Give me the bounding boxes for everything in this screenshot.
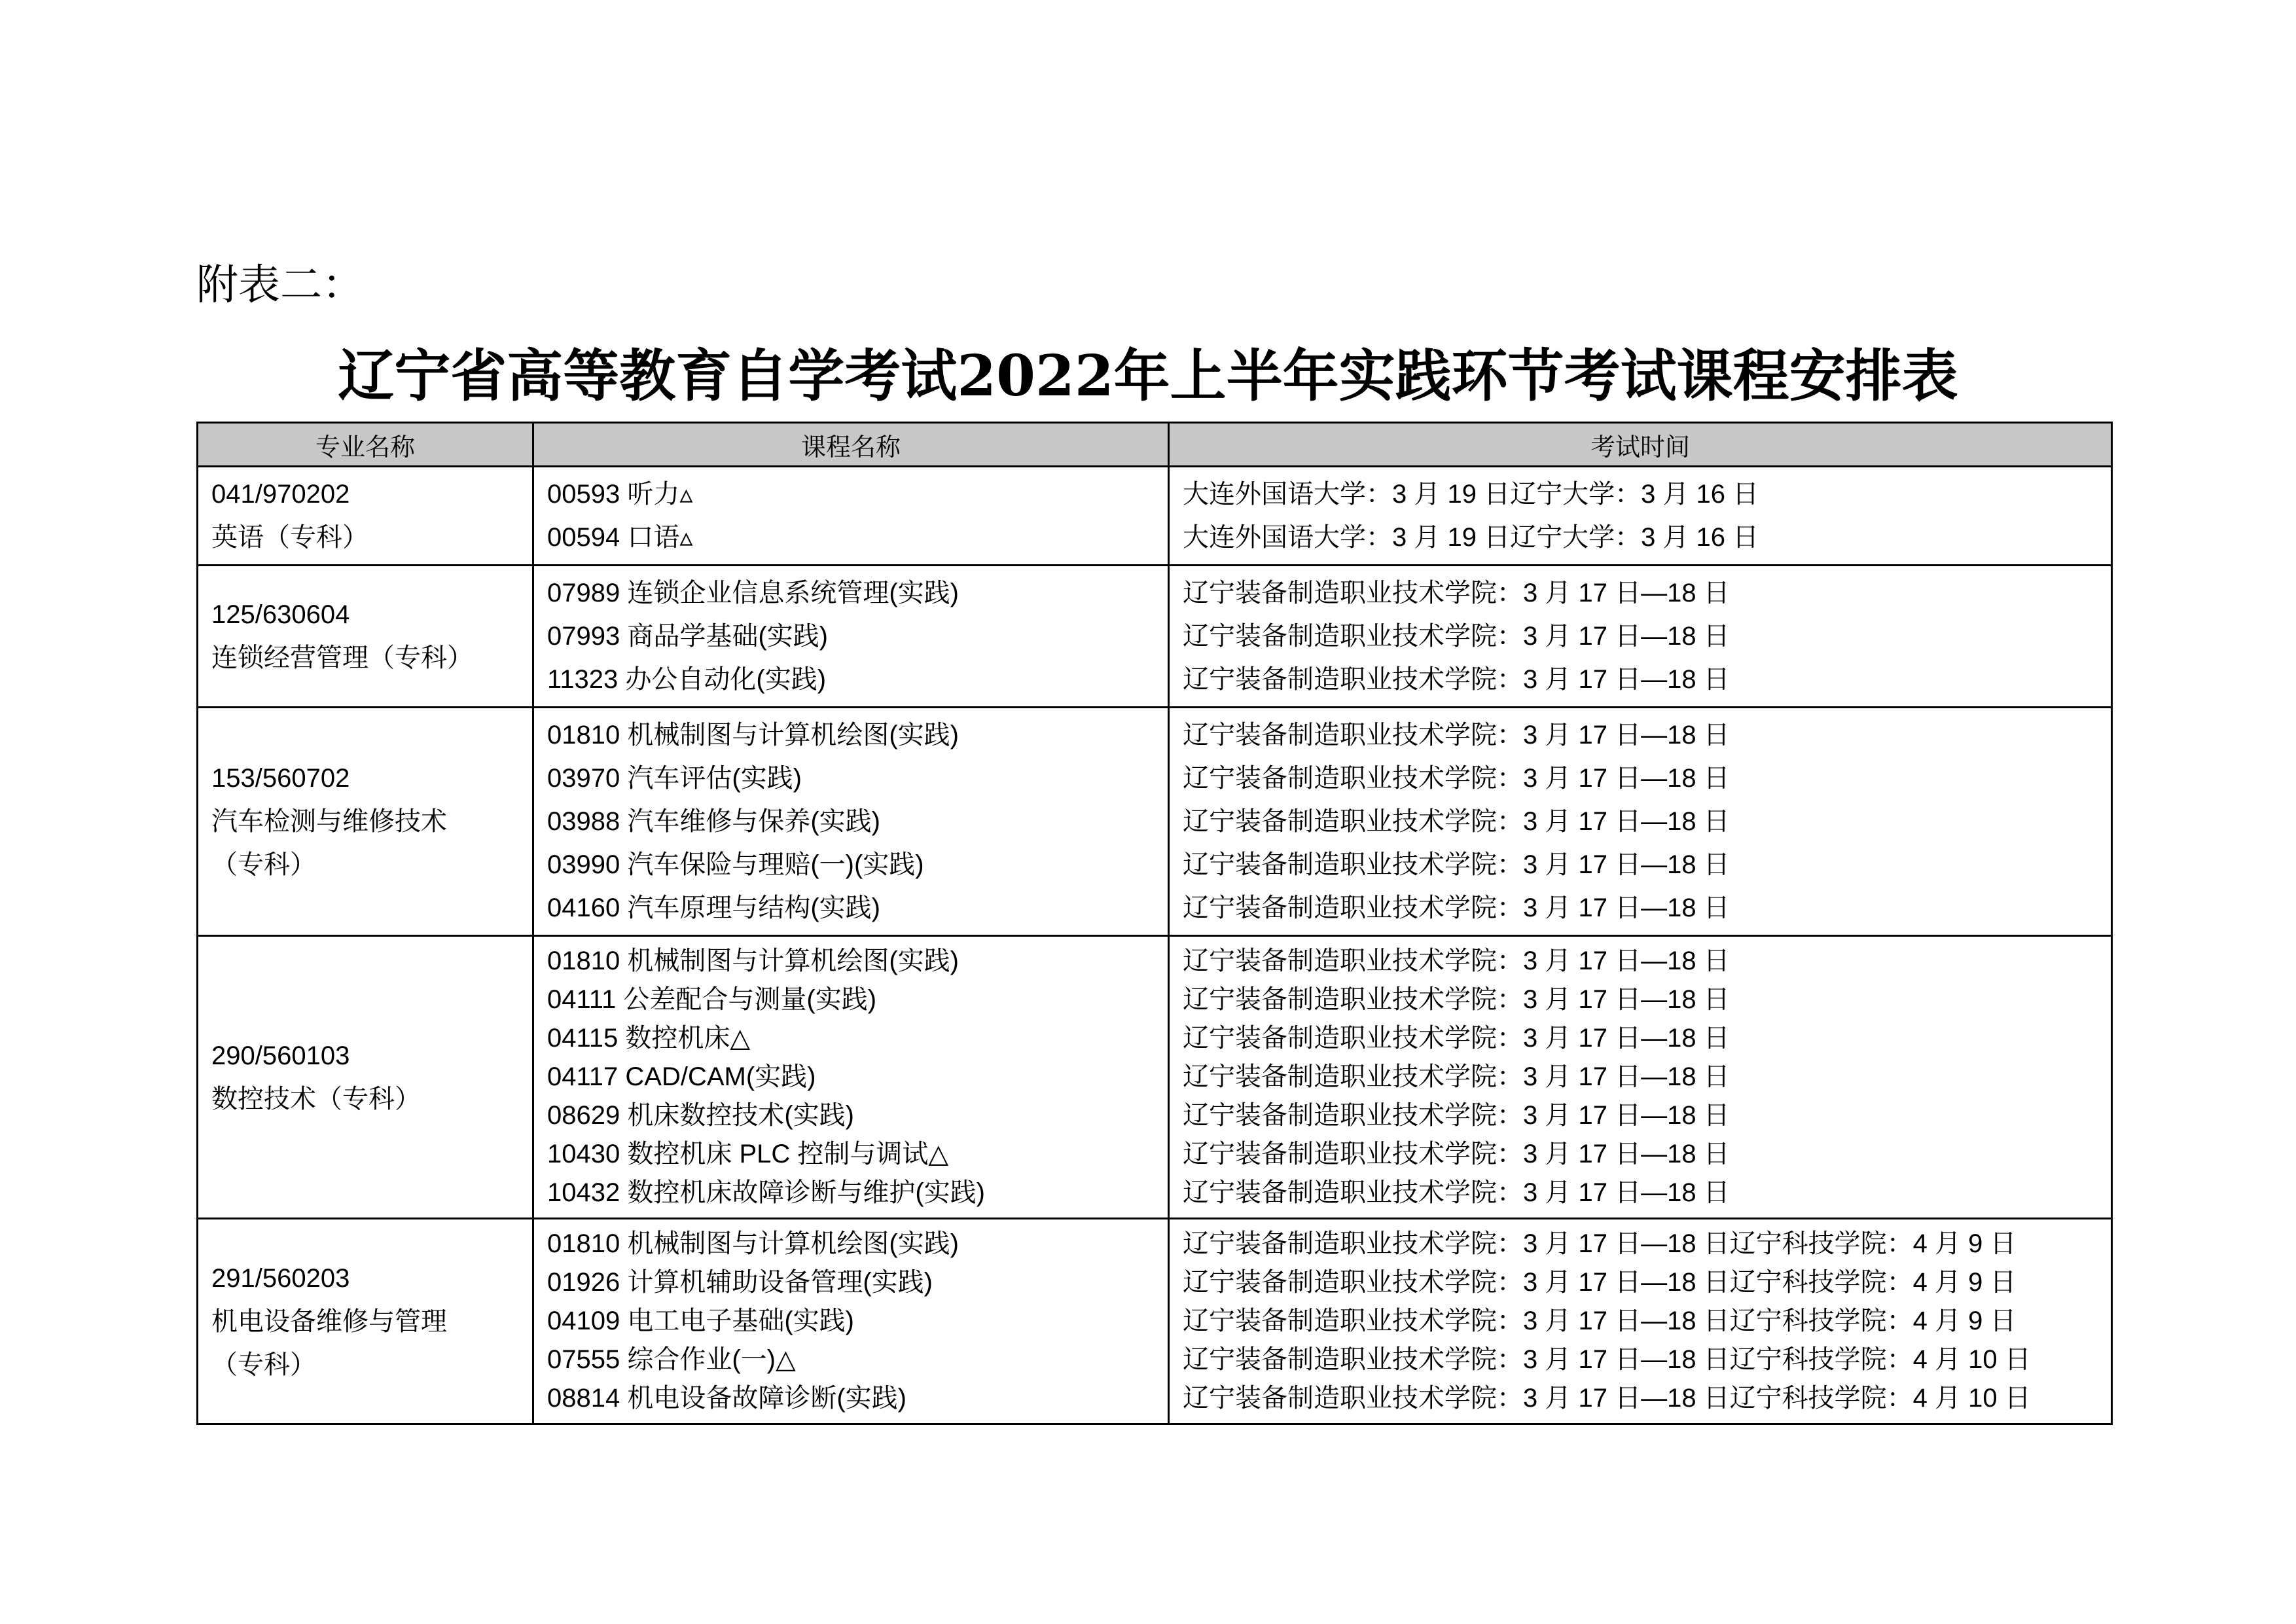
major-name: （专科） xyxy=(211,1350,316,1379)
header-row xyxy=(198,423,2112,467)
major-code: 041/970202 xyxy=(211,480,350,509)
major-name: 汽车检测与维修技术 xyxy=(211,807,447,836)
exam-time: 辽宁装备制造职业技术学院：3 月 17 日—18 日辽宁科技学院：4 月 9 日 xyxy=(1183,1307,2017,1335)
course-name: 08629 机床数控技术(实践) xyxy=(547,1101,854,1130)
major-cell xyxy=(198,1219,533,1424)
major-code: 291/560203 xyxy=(211,1263,350,1293)
exam-time: 辽宁装备制造职业技术学院：3 月 17 日—18 日 xyxy=(1183,1024,1730,1053)
table-header xyxy=(198,423,2112,467)
exam-time: 辽宁装备制造职业技术学院：3 月 17 日—18 日 xyxy=(1183,985,1730,1014)
major-name: 数控技术（专科） xyxy=(211,1084,421,1113)
time-cell xyxy=(1169,566,2112,708)
exam-time: 辽宁装备制造职业技术学院：3 月 17 日—18 日辽宁科技学院：4 月 9 日 xyxy=(1183,1268,2017,1297)
course-name: 03970 汽车评估(实践) xyxy=(547,764,802,793)
course-name: 07989 连锁企业信息系统管理(实践) xyxy=(547,579,959,607)
exam-time: 辽宁装备制造职业技术学院：3 月 17 日—18 日 xyxy=(1183,947,1730,975)
exam-time: 大连外国语大学：3 月 19 日辽宁大学：3 月 16 日 xyxy=(1183,523,1759,552)
time-cell xyxy=(1169,467,2112,566)
exam-time: 辽宁装备制造职业技术学院：3 月 17 日—18 日 xyxy=(1183,807,1730,836)
course-name: 01810 机械制图与计算机绘图(实践) xyxy=(547,1229,959,1258)
course-name: 03988 汽车维修与保养(实践) xyxy=(547,807,880,836)
course-name: 04111 公差配合与测量(实践) xyxy=(547,985,877,1014)
exam-time: 辽宁装备制造职业技术学院：3 月 17 日—18 日 xyxy=(1183,579,1730,607)
course-cell xyxy=(533,708,1169,936)
major-name: 机电设备维修与管理 xyxy=(211,1307,447,1336)
document-title: 辽宁省高等教育自学考试2022年上半年实践环节考试课程安排表 xyxy=(338,343,1958,409)
course-cell xyxy=(533,467,1169,566)
exam-time: 辽宁装备制造职业技术学院：3 月 17 日—18 日 xyxy=(1183,1140,1730,1168)
exam-time: 大连外国语大学：3 月 19 日辽宁大学：3 月 16 日 xyxy=(1183,480,1759,509)
major-cell xyxy=(198,566,533,708)
course-name: 07555 综合作业(一)△ xyxy=(547,1345,796,1374)
appendix-label: 附表二： xyxy=(196,261,364,308)
table-row xyxy=(198,467,2112,566)
course-cell xyxy=(533,566,1169,708)
course-name: 07993 商品学基础(实践) xyxy=(547,622,828,651)
exam-time: 辽宁装备制造职业技术学院：3 月 17 日—18 日 xyxy=(1183,665,1730,694)
exam-time: 辽宁装备制造职业技术学院：3 月 17 日—18 日 xyxy=(1183,1101,1730,1130)
exam-time: 辽宁装备制造职业技术学院：3 月 17 日—18 日 xyxy=(1183,893,1730,922)
course-name: 10430 数控机床 PLC 控制与调试△ xyxy=(547,1140,949,1168)
course-name: 01810 机械制图与计算机绘图(实践) xyxy=(547,721,959,749)
major-cell xyxy=(198,708,533,936)
time-cell xyxy=(1169,708,2112,936)
major-code: 153/560702 xyxy=(211,764,350,793)
major-code: 125/630604 xyxy=(211,600,350,629)
exam-time: 辽宁装备制造职业技术学院：3 月 17 日—18 日辽宁科技学院：4 月 10 日 xyxy=(1183,1384,2031,1413)
course-name: 01926 计算机辅助设备管理(实践) xyxy=(547,1268,933,1297)
column-header-major: 专业名称 xyxy=(198,423,533,467)
exam-time: 辽宁装备制造职业技术学院：3 月 17 日—18 日辽宁科技学院：4 月 10 日 xyxy=(1183,1345,2031,1374)
major-name: 连锁经营管理（专科） xyxy=(211,643,473,672)
course-name: 04117 CAD/CAM(实践) xyxy=(547,1062,816,1091)
exam-time: 辽宁装备制造职业技术学院：3 月 17 日—18 日 xyxy=(1183,764,1730,793)
exam-time: 辽宁装备制造职业技术学院：3 月 17 日—18 日辽宁科技学院：4 月 9 日 xyxy=(1183,1229,2017,1258)
time-cell xyxy=(1169,936,2112,1219)
table-row xyxy=(198,1219,2112,1424)
course-name: 00594 口语▵ xyxy=(547,523,693,552)
table-row xyxy=(198,708,2112,936)
table-row xyxy=(198,936,2112,1219)
schedule-table xyxy=(196,422,2113,1425)
major-name: 英语（专科） xyxy=(211,523,368,552)
course-name: 10432 数控机床故障诊断与维护(实践) xyxy=(547,1178,985,1207)
course-name: 00593 听力▵ xyxy=(547,480,693,509)
course-name: 03990 汽车保险与理赔(一)(实践) xyxy=(547,850,924,879)
time-cell xyxy=(1169,1219,2112,1424)
course-name: 04160 汽车原理与结构(实践) xyxy=(547,893,880,922)
course-name: 11323 办公自动化(实践) xyxy=(547,665,827,694)
course-cell xyxy=(533,936,1169,1219)
exam-time: 辽宁装备制造职业技术学院：3 月 17 日—18 日 xyxy=(1183,1178,1730,1207)
major-cell xyxy=(198,936,533,1219)
column-header-course: 课程名称 xyxy=(533,423,1169,467)
course-name: 04109 电工电子基础(实践) xyxy=(547,1307,854,1335)
major-code: 290/560103 xyxy=(211,1041,350,1070)
table-row xyxy=(198,566,2112,708)
major-cell xyxy=(198,467,533,566)
course-cell xyxy=(533,1219,1169,1424)
course-name: 08814 机电设备故障诊断(实践) xyxy=(547,1384,906,1413)
column-header-time: 考试时间 xyxy=(1169,423,2112,467)
course-name: 01810 机械制图与计算机绘图(实践) xyxy=(547,947,959,975)
exam-time: 辽宁装备制造职业技术学院：3 月 17 日—18 日 xyxy=(1183,1062,1730,1091)
exam-time: 辽宁装备制造职业技术学院：3 月 17 日—18 日 xyxy=(1183,850,1730,879)
exam-time: 辽宁装备制造职业技术学院：3 月 17 日—18 日 xyxy=(1183,622,1730,651)
major-name: （专科） xyxy=(211,850,316,879)
exam-time: 辽宁装备制造职业技术学院：3 月 17 日—18 日 xyxy=(1183,721,1730,749)
course-name: 04115 数控机床△ xyxy=(547,1024,751,1053)
